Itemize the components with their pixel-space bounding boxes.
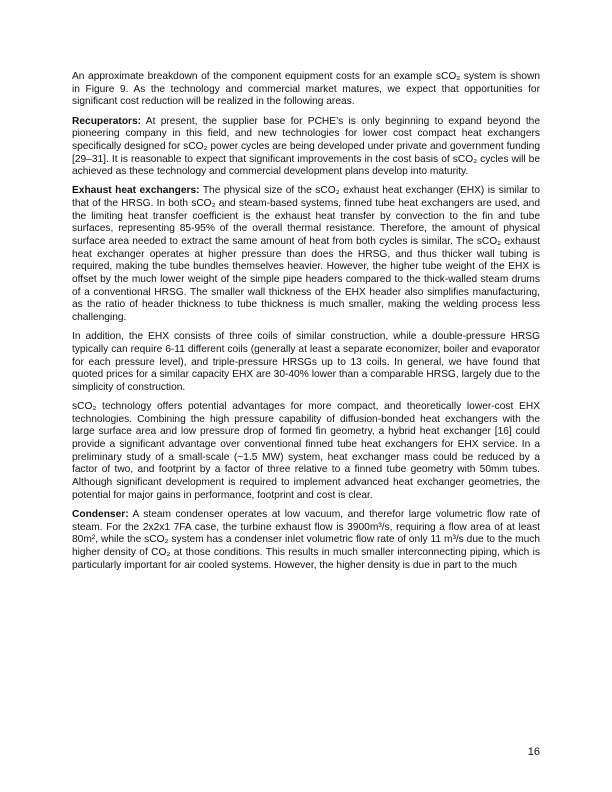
paragraph-text: The physical size of the sCO₂ exhaust heat exchanger (EHX) is similar to that of the HRSG. In both sCO₂ and steam-based systems, finned tube heat exchangers are used, and the limiting heat transfer coefficient is the exhaust heat transfer by convection to the fin and tube surfaces, representing 85-95% of the overall thermal resistance. Therefore, the amount of physical surface area needed to extract the same amount of heat from both cycles is similar. The sCO₂ exhaust heat exchanger operates at higher pressure than does the HRSG, and thus thicker wall tubing is required, making the tube bundles themselves heavier. However, the higher tube weight of the EHX is offset by the much lower weight of the simple pipe headers compared to the thick-walled steam drums of a conventional HRSG. The smaller wall thickness of the EHX header also simplifies manufacturing, as the ratio of header thickness to tube thickness is much smaller, making the welding process less challenging. bbox=[72, 185, 540, 323]
paragraph-text: A steam condenser operates at low vacuum, and therefor large volumetric flow rate of steam. For the 2x2x1 7FA case, the turbine exhaust flow is 3900m³/s, requiring a flow area of at least 80m², while the sCO₂ system has a condenser inlet volumetric flow rate of only 11 m³/s due to the much higher density of CO₂ at those conditions. This results in much smaller interconnecting piping, which is particularly important for air cooled systems. However, the higher density is due in part to the much bbox=[72, 508, 540, 571]
paragraph-text: sCO₂ technology offers potential advantages for more compact, and theoretically lower-cost EHX technologies. Combining the high pressure capability of diffusion-bonded heat exchangers with the large surface area and low pressure drop of formed fin geometry, a hybrid heat exchanger [16] could provide a significant advantage over conventional finned tube heat exchangers for EHX service. In a preliminary study of a small-scale (~1.5 MW) system, heat exchanger mass could be reduced by a factor of two, and footprint by a factor of three relative to a finned tube geometry with 50mm tubes. Although significant development is required to implement advanced heat exchanger geometries, the potential for major gains in performance, footprint and cost is clear. bbox=[72, 401, 540, 501]
paragraph-text: At present, the supplier base for PCHE’s is only beginning to expand beyond the pioneering company in this field, and new technologies for lower cost compact heat exchangers specifically designed for sCO₂ power cycles are being developed under private and government funding [29–31]. It is reasonable to expect that significant improvements in the cost basis of sCO₂ cycles will be achieved as these technology and commercial development plans develop into maturity. bbox=[72, 115, 540, 178]
body-text bbox=[72, 71, 540, 579]
paragraph-text: In addition, the EHX consists of three coils of similar construction, while a double-pressure HRSG typically can require 6-11 different coils (generally at least a separate economizer, boiler and evaporator for each pressure level), and triple-pressure HRSGs up to 13 coils. In general, we have found that quoted prices for a similar capacity EHX are 30-40% lower than a comparable HRSG, largely due to the simplicity of construction. bbox=[72, 331, 540, 393]
paragraph-exhaust-heat-exchangers bbox=[72, 185, 540, 324]
paragraph-lead: Condenser: bbox=[72, 508, 129, 520]
paragraph-ehx-coils bbox=[72, 331, 540, 394]
paragraph-cost-breakdown bbox=[72, 71, 540, 109]
paragraph-sco2-technology bbox=[72, 401, 540, 502]
paragraph-recuperators bbox=[72, 116, 540, 179]
page-number: 16 bbox=[527, 746, 540, 758]
paragraph-condenser bbox=[72, 509, 540, 572]
paragraph-lead: Exhaust heat exchangers: bbox=[72, 185, 200, 197]
paragraph-text: An approximate breakdown of the component equipment costs for an example sCO₂ system is shown in Figure 9. As the technology and commercial market matures, we expect that opportunities for significant cost reduction will be realized in the following areas. bbox=[72, 71, 540, 108]
paragraph-lead: Recuperators: bbox=[72, 115, 142, 127]
